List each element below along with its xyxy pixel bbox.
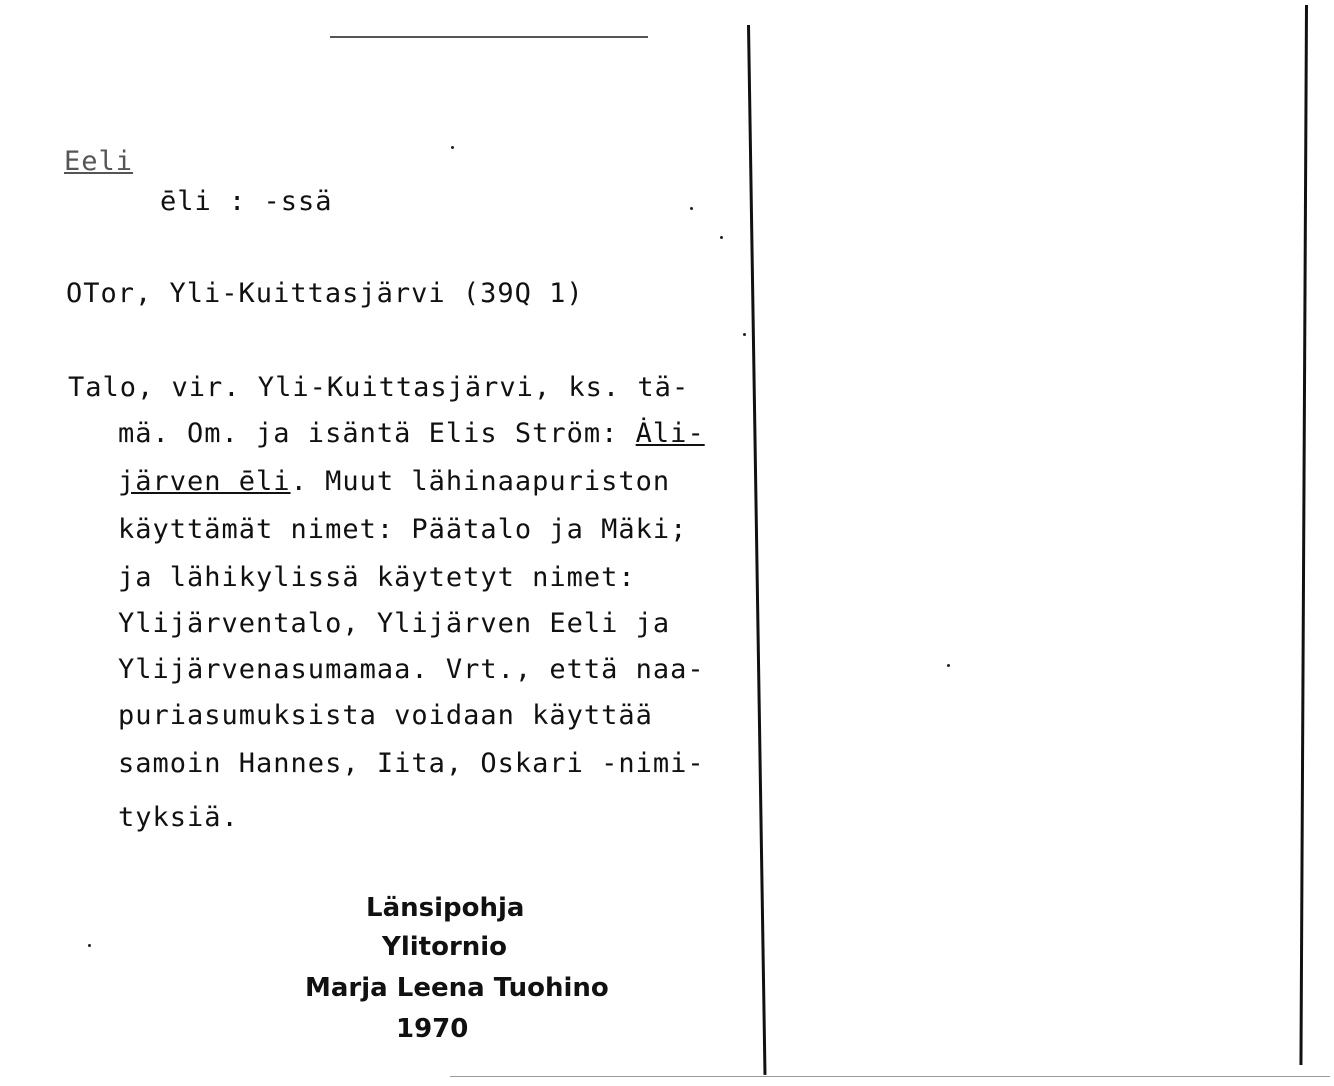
body-text: Talo, vir. Yli-Kuittasjärvi, ks. tä- <box>68 372 690 403</box>
body-text: . Muut lähinaapuriston <box>290 466 671 497</box>
body-line <box>68 372 689 403</box>
speck <box>88 944 91 947</box>
body-text: puriasumuksista voidaan käyttää <box>118 700 653 731</box>
speck <box>947 664 950 667</box>
speck <box>720 236 723 239</box>
body-text: mä. Om. ja isäntä Elis Ström: <box>118 418 636 449</box>
speck <box>743 333 746 336</box>
body-line <box>118 700 653 731</box>
stamp-region: Länsipohja <box>366 893 525 923</box>
body-line <box>118 654 705 685</box>
speck <box>451 146 454 149</box>
bottom-edge-line <box>450 1076 1330 1077</box>
body-line <box>118 748 705 779</box>
top-dashed-line <box>330 36 648 38</box>
body-text: Ylijärvenasumamaa. Vrt., että naa- <box>118 654 705 685</box>
body-text: ja lähikylissä käytetyt nimet: <box>118 562 636 593</box>
underlined-term: Ȧli- <box>635 418 705 449</box>
body-line <box>118 418 705 449</box>
body-line <box>118 802 239 833</box>
stamp-year: 1970 <box>396 1014 469 1044</box>
body-text: tyksiä. <box>118 802 239 833</box>
body-text: samoin Hannes, Iita, Oskari -nimi- <box>118 748 705 779</box>
body-line <box>118 466 670 497</box>
right-edge-line <box>1299 5 1308 1065</box>
body-text: käyttämät nimet: Päätalo ja Mäki; <box>118 514 688 545</box>
stamp-parish: Ylitornio <box>382 932 508 962</box>
body-text: Ylijärventalo, Ylijärven Eeli ja <box>118 608 671 639</box>
body-line <box>118 608 670 639</box>
underlined-term: järven ēli <box>118 466 291 497</box>
speck <box>690 207 693 210</box>
headword: Eeli <box>64 146 134 177</box>
body-line <box>118 562 636 593</box>
place-reference: OTor, Yli-Kuittasjärvi (39Q 1) <box>66 278 584 309</box>
body-line <box>118 514 687 545</box>
dialect-form: ēli : -ssä <box>160 186 333 217</box>
column-divider-line <box>747 25 766 1075</box>
stamp-collector: Marja Leena Tuohino <box>305 973 609 1003</box>
